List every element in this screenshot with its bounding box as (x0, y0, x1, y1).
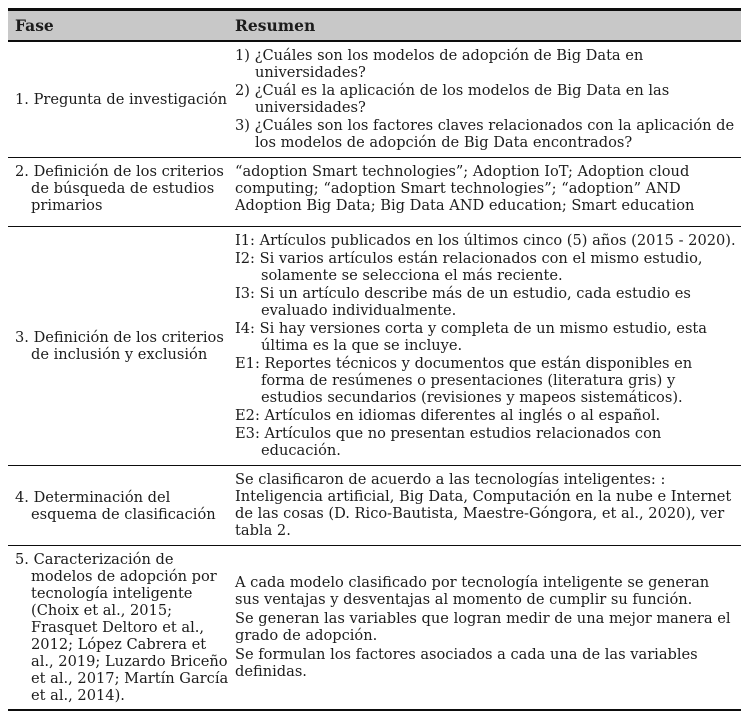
item-marker: E3: (235, 425, 260, 442)
table-row (8, 227, 741, 466)
item-marker: 2) (235, 82, 250, 99)
resumen-item (235, 320, 737, 354)
resumen-cell (235, 546, 741, 709)
table-header-row (8, 11, 741, 42)
fase-label: Caracterización de modelos de adopción por tecnología inteligente (Choix et al., 2015; Frasquet Deltoro et al., 2012; López Cabrera et al., 2019; Luzardo Briceño et al., 2017; Martín García et al., 2014). (31, 551, 229, 704)
resumen-item (235, 471, 737, 539)
item-marker: 3) (235, 117, 250, 134)
column-header-fase: Fase (15, 16, 54, 35)
item-text: Artículos publicados en los últimos cinco (5) años (2015 - 2020). (259, 232, 736, 249)
item-text: Reportes técnicos y documentos que están disponibles en forma de resúmenes o presentaciones (literatura gris) y estudios secundarios (revisiones y mapeos sistemáticos). (261, 355, 693, 406)
item-marker: 1) (235, 47, 250, 64)
fase-cell (8, 466, 235, 545)
fase-entry (15, 91, 230, 108)
fase-cell (8, 158, 235, 226)
resumen-cell (235, 227, 741, 465)
item-text: A cada modelo clasificado por tecnología inteligente se generan sus ventajas y desventajas al momento de cumplir su función. (235, 573, 710, 608)
resumen-cell (235, 158, 741, 226)
item-marker: I4: (235, 320, 255, 337)
item-text: Se generan las variables que logran medir de una mejor manera el grado de adopción. (235, 609, 731, 644)
resumen-item (235, 163, 737, 214)
resumen-item (235, 574, 737, 608)
fase-entry (15, 551, 230, 704)
item-marker: I3: (235, 285, 255, 302)
resumen-cell (235, 466, 741, 545)
column-header-resumen: Resumen (235, 16, 316, 35)
table-row (8, 158, 741, 227)
resumen-item (235, 250, 737, 284)
fase-label: Determinación del esquema de clasificación (31, 488, 216, 523)
fase-marker: 3. (15, 329, 29, 346)
item-text: Se formulan los factores asociados a cada una de las variables definidas. (235, 645, 698, 680)
fase-cell (8, 42, 235, 157)
fase-entry (15, 329, 230, 363)
fase-marker: 2. (15, 163, 29, 180)
resumen-item (235, 610, 737, 644)
item-text: “adoption Smart technologies”; Adoption IoT; Adoption cloud computing; “adoption Smart technologies”; “adoption” AND Adoption Big Data; Big Data AND education; Smart education (235, 163, 695, 214)
item-text: Artículos que no presentan estudios relacionados con educación. (261, 425, 662, 459)
item-text: ¿Cuál es la aplicación de los modelos de Big Data en las universidades? (254, 82, 670, 116)
item-marker: I2: (235, 250, 255, 267)
fase-label: Definición de los criterios de inclusión y exclusión (31, 329, 224, 363)
fase-marker: 1. (15, 91, 29, 108)
item-text: ¿Cuáles son los modelos de adopción de Big Data en universidades? (254, 47, 644, 81)
fase-marker: 4. (15, 488, 29, 506)
resumen-cell (235, 42, 741, 157)
resumen-item (235, 47, 737, 81)
resumen-item (235, 232, 737, 249)
resumen-item (235, 285, 737, 319)
table-row (8, 466, 741, 546)
fase-entry (15, 489, 230, 523)
methodology-table (8, 8, 741, 711)
resumen-item (235, 117, 737, 151)
resumen-item (235, 425, 737, 459)
fase-cell (8, 227, 235, 465)
item-text: ¿Cuáles son los factores claves relacionados con la aplicación de los modelos de adopción de Big Data encontrados? (254, 117, 735, 151)
resumen-item (235, 82, 737, 116)
item-text: Se clasificaron de acuerdo a las tecnologías inteligentes: : Inteligencia artificial, Big Data, Computación en la nube e Internet de las cosas (D. Rico-Bautista, Maestre-Góngora, et al., 2020), ver tabla 2. (235, 471, 732, 539)
fase-marker: 5. (15, 551, 29, 568)
item-marker: E2: (235, 407, 260, 424)
item-text: Si varios artículos están relacionados con el mismo estudio, solamente se selecciona el más reciente. (259, 250, 703, 284)
item-text: Si un artículo describe más de un estudio, cada estudio es evaluado individualmente. (259, 285, 691, 319)
table-row (8, 42, 741, 158)
item-text: Si hay versiones corta y completa de un mismo estudio, esta última es la que se incluye. (259, 320, 707, 354)
fase-entry (15, 163, 230, 214)
fase-cell (8, 546, 235, 709)
item-text: Artículos en idiomas diferentes al inglés o al español. (264, 407, 661, 424)
fase-label: Definición de los criterios de búsqueda de estudios primarios (31, 163, 224, 214)
item-marker: I1: (235, 232, 255, 249)
table-row (8, 546, 741, 709)
resumen-item (235, 407, 737, 424)
resumen-item (235, 646, 737, 680)
item-marker: E1: (235, 355, 260, 372)
resumen-item (235, 355, 737, 406)
fase-label: Pregunta de investigación (33, 91, 228, 108)
